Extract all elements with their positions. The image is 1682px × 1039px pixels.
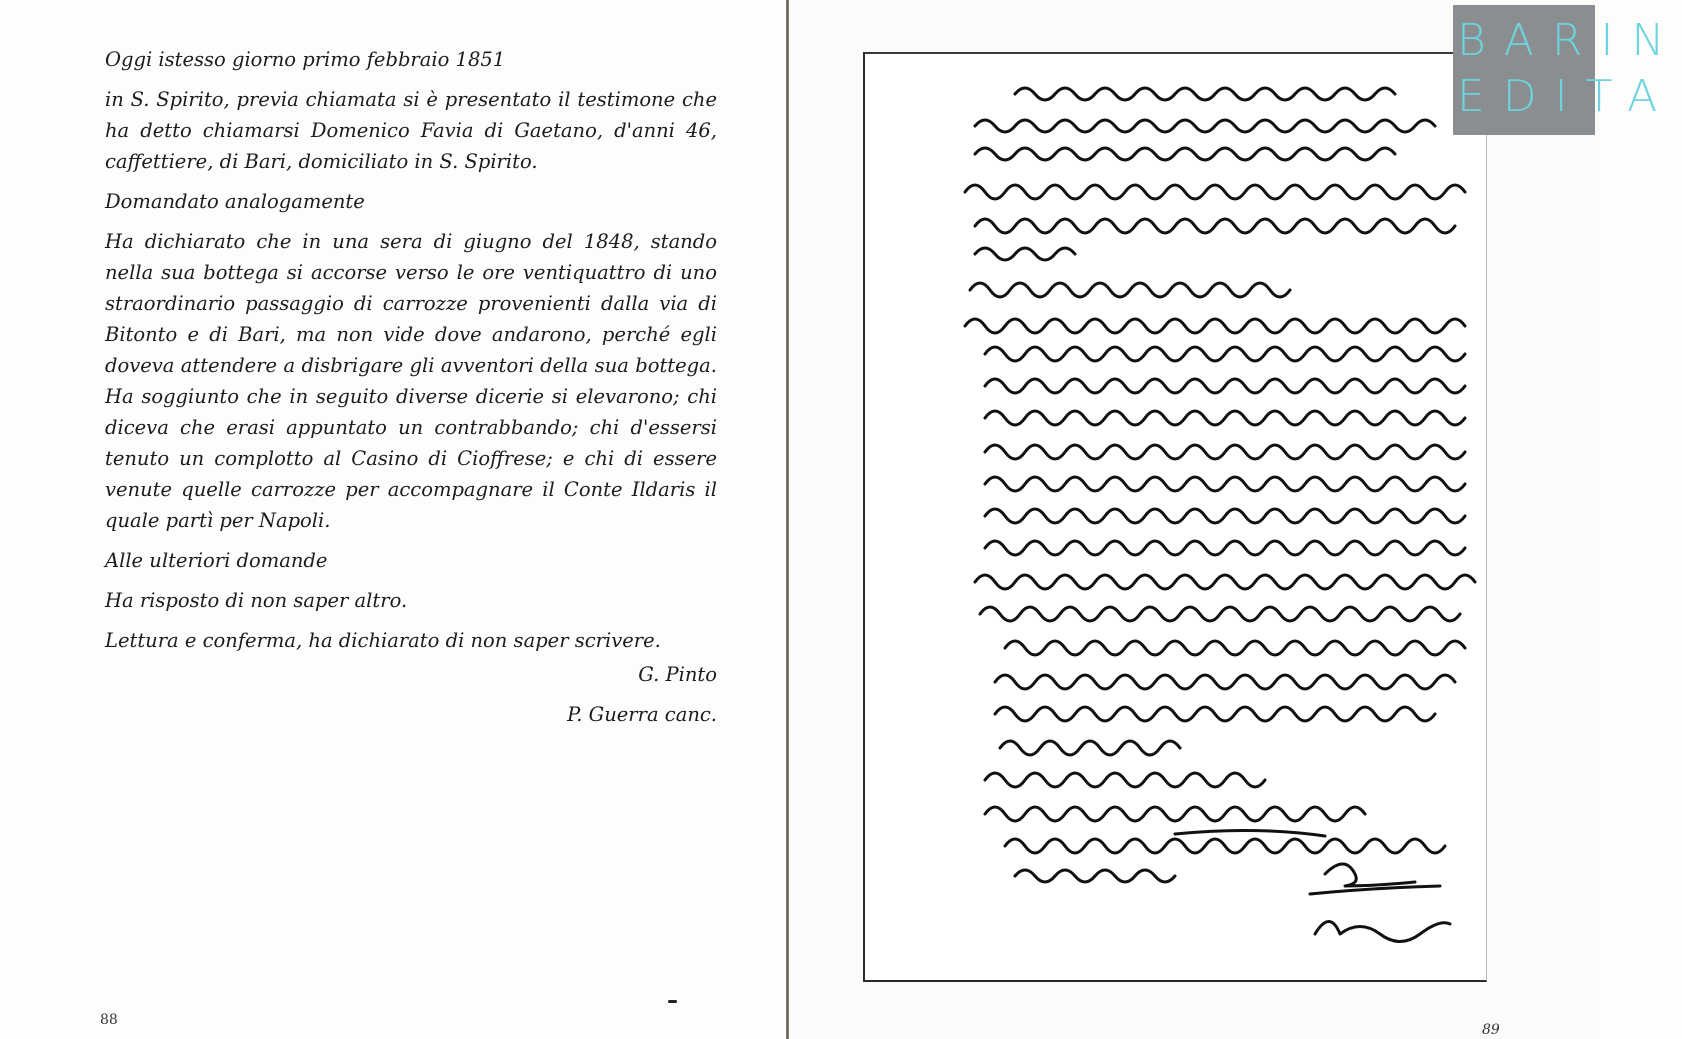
handwritten-document-image bbox=[863, 52, 1487, 982]
logo-line-1: BARIN bbox=[1457, 15, 1682, 66]
question-2: Alle ulteriori domande bbox=[105, 549, 328, 572]
barinedita-logo bbox=[1453, 5, 1682, 135]
left-page bbox=[0, 0, 786, 1039]
signature-pinto: G. Pinto bbox=[638, 663, 717, 686]
transcription-text bbox=[105, 44, 717, 739]
testimony: Ha dichiarato che in una sera di giugno del 1848, stando nella sua bottega si accorse verso le ore ventiquattro di uno straordinario passaggio di carrozze provenienti dalla via di Bitonto e di Bari, ma non vide dove andarono, perché egli doveva attendere a disbrigare gli avventori della sua bottega. Ha soggiunto che in seguito diverse dicerie si elevarono; chi diceva che erasi appuntato un contrabbando; chi d'essersi tenuto un complotto al Casino di Cioffrese; e chi di essere venute quelle carrozze per accompagnare il Conte Ildaris il quale partì per Napoli. bbox=[105, 230, 717, 532]
ink-mark bbox=[668, 1000, 677, 1003]
witness-intro: in S. Spirito, previa chiamata si è presentato il testimone che ha detto chiamarsi Domenico Favia di Gaetano, d'anni 46, caffettiere, di Bari, domiciliato in S. Spirito. bbox=[105, 88, 717, 173]
closing-line: Lettura e conferma, ha dichiarato di non saper scrivere. bbox=[105, 629, 661, 652]
handwriting-scribbles bbox=[865, 54, 1489, 984]
question-1: Domandato analogamente bbox=[105, 190, 365, 213]
date-line: Oggi istesso giorno primo febbraio 1851 bbox=[105, 48, 506, 71]
logo-line-2: EDITA bbox=[1457, 71, 1676, 122]
page-number-left: 88 bbox=[100, 1012, 118, 1028]
signature-guerra: P. Guerra canc. bbox=[567, 703, 717, 726]
page-number-right: 89 bbox=[1482, 1022, 1500, 1038]
answer-2: Ha risposto di non saper altro. bbox=[105, 589, 408, 612]
